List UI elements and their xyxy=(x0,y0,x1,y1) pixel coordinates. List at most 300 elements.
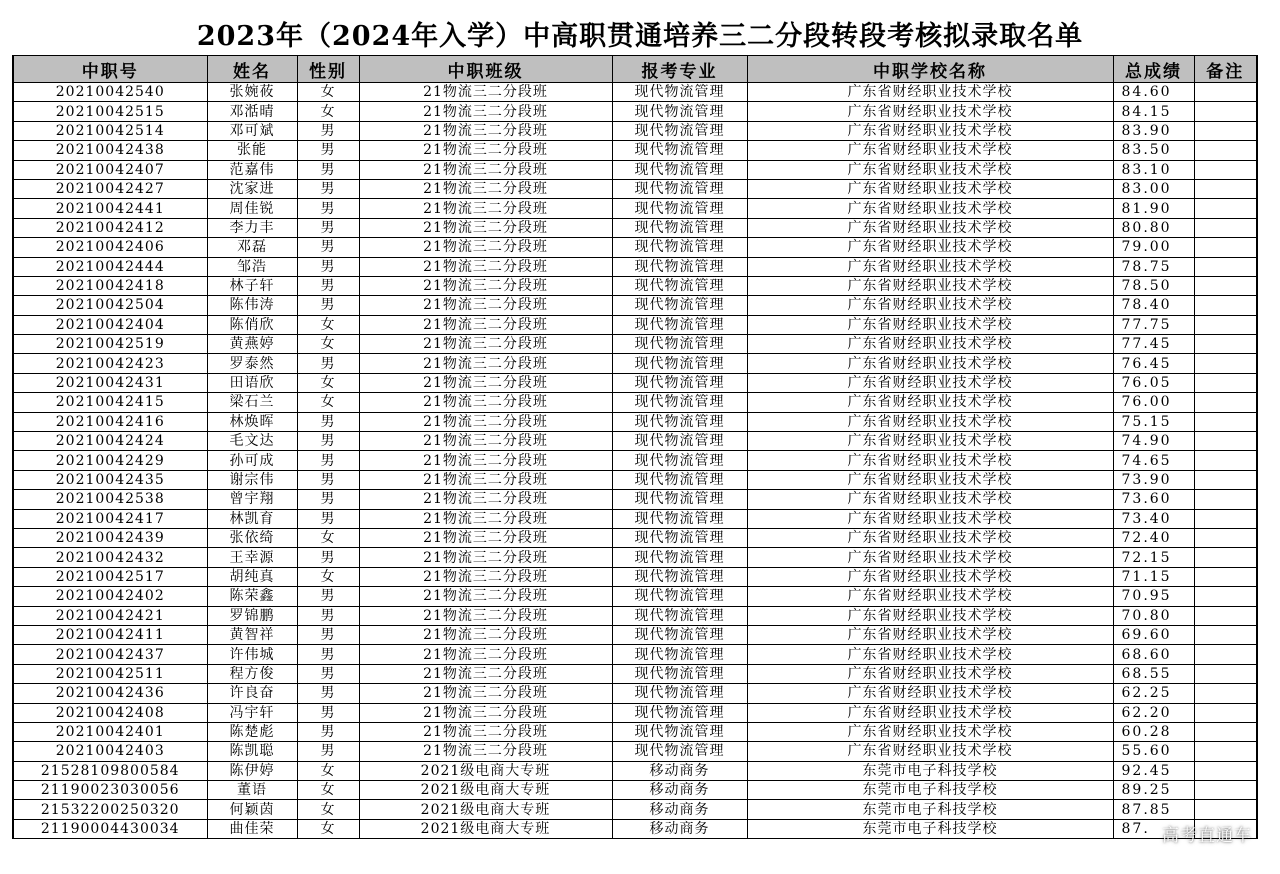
remark-cell xyxy=(1194,179,1257,198)
major-cell: 现代物流管理 xyxy=(612,703,747,722)
school-column-header: 中职学校名称 xyxy=(747,56,1113,83)
student-name-cell: 许良奋 xyxy=(207,684,297,703)
score-cell: 74.90 xyxy=(1113,432,1194,451)
gender-cell: 男 xyxy=(297,199,359,218)
table-row xyxy=(13,141,1257,160)
remark-cell xyxy=(1194,296,1257,315)
class-cell: 21物流三二分段班 xyxy=(359,218,612,237)
school-cell: 广东省财经职业技术学校 xyxy=(747,296,1113,315)
score-cell: 89.25 xyxy=(1113,781,1194,800)
student-name-cell: 张依绮 xyxy=(207,528,297,547)
student-id-cell: 20210042519 xyxy=(13,335,207,354)
gender-cell: 男 xyxy=(297,509,359,528)
class-cell: 21物流三二分段班 xyxy=(359,373,612,392)
student-id-cell: 20210042438 xyxy=(13,141,207,160)
school-cell: 广东省财经职业技术学校 xyxy=(747,354,1113,373)
remark-cell xyxy=(1194,722,1257,741)
gender-cell: 男 xyxy=(297,412,359,431)
table-row xyxy=(13,179,1257,198)
score-cell: 73.60 xyxy=(1113,490,1194,509)
gender-cell: 男 xyxy=(297,218,359,237)
table-row xyxy=(13,742,1257,761)
table-row xyxy=(13,160,1257,179)
table-row xyxy=(13,664,1257,683)
score-cell: 77.75 xyxy=(1113,315,1194,334)
class-cell: 21物流三二分段班 xyxy=(359,432,612,451)
student-name-cell: 胡纯真 xyxy=(207,567,297,586)
table-row xyxy=(13,238,1257,257)
major-cell: 现代物流管理 xyxy=(612,528,747,547)
table-row xyxy=(13,102,1257,121)
class-cell: 21物流三二分段班 xyxy=(359,141,612,160)
student-name-cell: 罗泰然 xyxy=(207,354,297,373)
major-cell: 现代物流管理 xyxy=(612,257,747,276)
student-name-cell: 罗锦鹏 xyxy=(207,606,297,625)
student-id-cell: 20210042444 xyxy=(13,257,207,276)
student-name-cell: 程方俊 xyxy=(207,664,297,683)
school-cell: 广东省财经职业技术学校 xyxy=(747,238,1113,257)
gender-column-header: 性别 xyxy=(297,56,359,83)
major-cell: 现代物流管理 xyxy=(612,121,747,140)
score-cell: 78.50 xyxy=(1113,276,1194,295)
remark-cell xyxy=(1194,800,1257,819)
major-cell: 现代物流管理 xyxy=(612,587,747,606)
remark-cell xyxy=(1194,703,1257,722)
class-cell: 21物流三二分段班 xyxy=(359,276,612,295)
table-body xyxy=(13,83,1257,839)
score-cell: 84.60 xyxy=(1113,83,1194,102)
gender-cell: 女 xyxy=(297,315,359,334)
school-cell: 广东省财经职业技术学校 xyxy=(747,141,1113,160)
student-name-cell: 邓磊 xyxy=(207,238,297,257)
school-cell: 广东省财经职业技术学校 xyxy=(747,451,1113,470)
gender-cell: 女 xyxy=(297,800,359,819)
class-cell: 21物流三二分段班 xyxy=(359,179,612,198)
major-cell: 现代物流管理 xyxy=(612,199,747,218)
score-cell: 84.15 xyxy=(1113,102,1194,121)
student-name-cell: 林子轩 xyxy=(207,276,297,295)
major-cell: 现代物流管理 xyxy=(612,684,747,703)
class-cell: 21物流三二分段班 xyxy=(359,121,612,140)
score-cell: 92.45 xyxy=(1113,761,1194,780)
major-cell: 现代物流管理 xyxy=(612,218,747,237)
student-name-cell: 黄智祥 xyxy=(207,625,297,644)
school-cell: 广东省财经职业技术学校 xyxy=(747,121,1113,140)
class-cell: 21物流三二分段班 xyxy=(359,645,612,664)
gender-cell: 男 xyxy=(297,606,359,625)
table-row xyxy=(13,432,1257,451)
student-name-cell: 邹浩 xyxy=(207,257,297,276)
gender-cell: 女 xyxy=(297,335,359,354)
student-id-cell: 20210042418 xyxy=(13,276,207,295)
student-name-cell: 谢宗伟 xyxy=(207,470,297,489)
major-cell: 移动商务 xyxy=(612,800,747,819)
major-cell: 现代物流管理 xyxy=(612,645,747,664)
school-cell: 广东省财经职业技术学校 xyxy=(747,645,1113,664)
remark-cell xyxy=(1194,567,1257,586)
major-cell: 现代物流管理 xyxy=(612,509,747,528)
gender-cell: 男 xyxy=(297,121,359,140)
table-row xyxy=(13,761,1257,780)
class-cell: 21物流三二分段班 xyxy=(359,509,612,528)
school-cell: 东莞市电子科技学校 xyxy=(747,761,1113,780)
school-cell: 东莞市电子科技学校 xyxy=(747,781,1113,800)
student-name-cell: 许伟城 xyxy=(207,645,297,664)
score-cell: 62.25 xyxy=(1113,684,1194,703)
student-name-cell: 田语欣 xyxy=(207,373,297,392)
student-id-cell: 20210042415 xyxy=(13,393,207,412)
class-cell: 21物流三二分段班 xyxy=(359,160,612,179)
student-id-cell: 20210042427 xyxy=(13,179,207,198)
remark-cell xyxy=(1194,121,1257,140)
table-row xyxy=(13,199,1257,218)
major-cell: 现代物流管理 xyxy=(612,160,747,179)
class-cell: 21物流三二分段班 xyxy=(359,296,612,315)
major-cell: 现代物流管理 xyxy=(612,451,747,470)
score-cell: 55.60 xyxy=(1113,742,1194,761)
student-name-cell: 陈俏欣 xyxy=(207,315,297,334)
student-name-cell: 陈伊婷 xyxy=(207,761,297,780)
gender-cell: 女 xyxy=(297,393,359,412)
student-id-cell: 20210042436 xyxy=(13,684,207,703)
gender-cell: 男 xyxy=(297,742,359,761)
student-id-cell: 21190004430034 xyxy=(13,819,207,838)
major-cell: 现代物流管理 xyxy=(612,83,747,102)
table-row xyxy=(13,121,1257,140)
student-id-cell: 21528109800584 xyxy=(13,761,207,780)
major-cell: 现代物流管理 xyxy=(612,141,747,160)
student-name-cell: 范嘉伟 xyxy=(207,160,297,179)
score-cell: 75.15 xyxy=(1113,412,1194,431)
school-cell: 广东省财经职业技术学校 xyxy=(747,742,1113,761)
remark-cell xyxy=(1194,684,1257,703)
school-cell: 广东省财经职业技术学校 xyxy=(747,432,1113,451)
major-cell: 现代物流管理 xyxy=(612,276,747,295)
student-name-cell: 周佳锐 xyxy=(207,199,297,218)
student-id-cell: 20210042407 xyxy=(13,160,207,179)
admission-table xyxy=(12,55,1258,839)
remark-cell xyxy=(1194,664,1257,683)
score-cell: 77.45 xyxy=(1113,335,1194,354)
remark-cell xyxy=(1194,141,1257,160)
remark-cell xyxy=(1194,548,1257,567)
school-cell: 广东省财经职业技术学校 xyxy=(747,703,1113,722)
table-row xyxy=(13,800,1257,819)
remark-cell xyxy=(1194,781,1257,800)
remark-cell xyxy=(1194,238,1257,257)
class-cell: 21物流三二分段班 xyxy=(359,451,612,470)
table-row xyxy=(13,548,1257,567)
school-cell: 广东省财经职业技术学校 xyxy=(747,335,1113,354)
remark-cell xyxy=(1194,335,1257,354)
student-id-cell: 20210042423 xyxy=(13,354,207,373)
table-row xyxy=(13,335,1257,354)
class-cell: 21物流三二分段班 xyxy=(359,238,612,257)
major-cell: 现代物流管理 xyxy=(612,179,747,198)
gender-cell: 男 xyxy=(297,276,359,295)
school-cell: 东莞市电子科技学校 xyxy=(747,800,1113,819)
gender-cell: 女 xyxy=(297,528,359,547)
id-column-header: 中职号 xyxy=(13,56,207,83)
gender-cell: 女 xyxy=(297,102,359,121)
school-cell: 广东省财经职业技术学校 xyxy=(747,218,1113,237)
student-name-cell: 曾宇翔 xyxy=(207,490,297,509)
score-cell: 78.40 xyxy=(1113,296,1194,315)
table-row xyxy=(13,587,1257,606)
table-row xyxy=(13,257,1257,276)
class-cell: 21物流三二分段班 xyxy=(359,315,612,334)
table-row xyxy=(13,470,1257,489)
remark-cell xyxy=(1194,625,1257,644)
gender-cell: 女 xyxy=(297,373,359,392)
major-cell: 现代物流管理 xyxy=(612,335,747,354)
class-cell: 21物流三二分段班 xyxy=(359,354,612,373)
class-cell: 2021级电商大专班 xyxy=(359,819,612,838)
gender-cell: 男 xyxy=(297,432,359,451)
student-id-cell: 20210042412 xyxy=(13,218,207,237)
remark-cell xyxy=(1194,102,1257,121)
score-cell: 83.50 xyxy=(1113,141,1194,160)
gender-cell: 男 xyxy=(297,722,359,741)
gender-cell: 男 xyxy=(297,179,359,198)
table-row xyxy=(13,451,1257,470)
school-cell: 广东省财经职业技术学校 xyxy=(747,606,1113,625)
student-id-cell: 20210042424 xyxy=(13,432,207,451)
student-id-cell: 20210042511 xyxy=(13,664,207,683)
class-cell: 2021级电商大专班 xyxy=(359,800,612,819)
table-row xyxy=(13,781,1257,800)
class-cell: 21物流三二分段班 xyxy=(359,199,612,218)
remark-cell xyxy=(1194,276,1257,295)
remark-cell xyxy=(1194,509,1257,528)
gender-cell: 男 xyxy=(297,257,359,276)
school-cell: 广东省财经职业技术学校 xyxy=(747,587,1113,606)
student-name-cell: 王幸源 xyxy=(207,548,297,567)
student-name-cell: 陈楚彪 xyxy=(207,722,297,741)
major-cell: 移动商务 xyxy=(612,781,747,800)
class-cell: 21物流三二分段班 xyxy=(359,587,612,606)
class-cell: 21物流三二分段班 xyxy=(359,684,612,703)
table-row xyxy=(13,218,1257,237)
class-cell: 21物流三二分段班 xyxy=(359,257,612,276)
gender-cell: 女 xyxy=(297,761,359,780)
gender-cell: 男 xyxy=(297,296,359,315)
score-cell: 76.00 xyxy=(1113,393,1194,412)
remark-cell xyxy=(1194,432,1257,451)
score-cell: 83.10 xyxy=(1113,160,1194,179)
table-header-row xyxy=(13,56,1257,83)
major-cell: 现代物流管理 xyxy=(612,315,747,334)
student-id-cell: 20210042431 xyxy=(13,373,207,392)
student-id-cell: 20210042432 xyxy=(13,548,207,567)
student-id-cell: 20210042429 xyxy=(13,451,207,470)
student-name-cell: 林凯育 xyxy=(207,509,297,528)
school-cell: 广东省财经职业技术学校 xyxy=(747,722,1113,741)
gender-cell: 男 xyxy=(297,703,359,722)
score-cell: 83.00 xyxy=(1113,179,1194,198)
score-cell: 72.15 xyxy=(1113,548,1194,567)
major-cell: 现代物流管理 xyxy=(612,102,747,121)
student-id-cell: 20210042402 xyxy=(13,587,207,606)
class-cell: 21物流三二分段班 xyxy=(359,722,612,741)
student-id-cell: 20210042437 xyxy=(13,645,207,664)
score-cell: 70.95 xyxy=(1113,587,1194,606)
remark-cell xyxy=(1194,490,1257,509)
school-cell: 广东省财经职业技术学校 xyxy=(747,528,1113,547)
student-name-cell: 梁石兰 xyxy=(207,393,297,412)
student-name-cell: 沈家进 xyxy=(207,179,297,198)
remark-cell xyxy=(1194,606,1257,625)
school-cell: 广东省财经职业技术学校 xyxy=(747,625,1113,644)
class-cell: 21物流三二分段班 xyxy=(359,470,612,489)
major-cell: 现代物流管理 xyxy=(612,373,747,392)
gender-cell: 女 xyxy=(297,567,359,586)
score-cell: 87. xyxy=(1113,819,1194,838)
remark-cell xyxy=(1194,470,1257,489)
table-row xyxy=(13,393,1257,412)
major-cell: 现代物流管理 xyxy=(612,664,747,683)
gender-cell: 女 xyxy=(297,781,359,800)
school-cell: 广东省财经职业技术学校 xyxy=(747,548,1113,567)
student-name-cell: 邓可斌 xyxy=(207,121,297,140)
score-cell: 71.15 xyxy=(1113,567,1194,586)
major-cell: 现代物流管理 xyxy=(612,625,747,644)
table-row xyxy=(13,684,1257,703)
gender-cell: 男 xyxy=(297,238,359,257)
score-cell: 79.00 xyxy=(1113,238,1194,257)
remark-cell xyxy=(1194,218,1257,237)
remark-cell xyxy=(1194,412,1257,431)
student-name-cell: 张婉莜 xyxy=(207,83,297,102)
school-cell: 东莞市电子科技学校 xyxy=(747,819,1113,838)
school-cell: 广东省财经职业技术学校 xyxy=(747,179,1113,198)
student-id-cell: 20210042408 xyxy=(13,703,207,722)
table-row xyxy=(13,819,1257,838)
score-cell: 83.90 xyxy=(1113,121,1194,140)
remark-cell xyxy=(1194,160,1257,179)
table-row xyxy=(13,276,1257,295)
score-cell: 62.20 xyxy=(1113,703,1194,722)
remark-cell xyxy=(1194,393,1257,412)
student-name-cell: 李力丰 xyxy=(207,218,297,237)
score-cell: 73.90 xyxy=(1113,470,1194,489)
school-cell: 广东省财经职业技术学校 xyxy=(747,102,1113,121)
major-cell: 现代物流管理 xyxy=(612,412,747,431)
major-cell: 移动商务 xyxy=(612,761,747,780)
school-cell: 广东省财经职业技术学校 xyxy=(747,684,1113,703)
gender-cell: 男 xyxy=(297,548,359,567)
score-cell: 69.60 xyxy=(1113,625,1194,644)
table-row xyxy=(13,645,1257,664)
school-cell: 广东省财经职业技术学校 xyxy=(747,567,1113,586)
student-id-cell: 20210042441 xyxy=(13,199,207,218)
remark-cell xyxy=(1194,451,1257,470)
table-row xyxy=(13,315,1257,334)
student-name-cell: 孙可成 xyxy=(207,451,297,470)
remark-column-header: 备注 xyxy=(1194,56,1257,83)
school-cell: 广东省财经职业技术学校 xyxy=(747,509,1113,528)
student-name-cell: 毛文达 xyxy=(207,432,297,451)
remark-cell xyxy=(1194,373,1257,392)
major-cell: 现代物流管理 xyxy=(612,354,747,373)
score-cell: 68.55 xyxy=(1113,664,1194,683)
student-name-cell: 曲佳荣 xyxy=(207,819,297,838)
score-column-header: 总成绩 xyxy=(1113,56,1194,83)
score-cell: 74.65 xyxy=(1113,451,1194,470)
table-row xyxy=(13,490,1257,509)
gender-cell: 男 xyxy=(297,587,359,606)
major-cell: 现代物流管理 xyxy=(612,490,747,509)
gender-cell: 男 xyxy=(297,625,359,644)
class-cell: 21物流三二分段班 xyxy=(359,412,612,431)
remark-cell xyxy=(1194,528,1257,547)
major-cell: 现代物流管理 xyxy=(612,470,747,489)
class-cell: 21物流三二分段班 xyxy=(359,83,612,102)
gender-cell: 男 xyxy=(297,160,359,179)
remark-cell xyxy=(1194,315,1257,334)
score-cell: 60.28 xyxy=(1113,722,1194,741)
major-cell: 现代物流管理 xyxy=(612,567,747,586)
student-name-cell: 董语 xyxy=(207,781,297,800)
student-id-cell: 20210042417 xyxy=(13,509,207,528)
student-id-cell: 20210042421 xyxy=(13,606,207,625)
student-id-cell: 20210042540 xyxy=(13,83,207,102)
major-cell: 现代物流管理 xyxy=(612,548,747,567)
class-cell: 2021级电商大专班 xyxy=(359,781,612,800)
gender-cell: 男 xyxy=(297,354,359,373)
student-name-cell: 冯宇轩 xyxy=(207,703,297,722)
class-cell: 21物流三二分段班 xyxy=(359,548,612,567)
gender-cell: 男 xyxy=(297,664,359,683)
remark-cell xyxy=(1194,645,1257,664)
remark-cell xyxy=(1194,83,1257,102)
student-id-cell: 21190023030056 xyxy=(13,781,207,800)
gender-cell: 男 xyxy=(297,684,359,703)
school-cell: 广东省财经职业技术学校 xyxy=(747,257,1113,276)
table-row xyxy=(13,606,1257,625)
student-id-cell: 20210042406 xyxy=(13,238,207,257)
school-cell: 广东省财经职业技术学校 xyxy=(747,160,1113,179)
gender-cell: 男 xyxy=(297,141,359,160)
gender-cell: 男 xyxy=(297,645,359,664)
document-title: 2023年（2024年入学）中高职贯通培养三二分段转段考核拟录取名单 xyxy=(196,21,1084,52)
score-cell: 70.80 xyxy=(1113,606,1194,625)
class-cell: 21物流三二分段班 xyxy=(359,490,612,509)
gender-cell: 女 xyxy=(297,83,359,102)
school-cell: 广东省财经职业技术学校 xyxy=(747,470,1113,489)
student-name-cell: 林焕晖 xyxy=(207,412,297,431)
student-id-cell: 20210042416 xyxy=(13,412,207,431)
class-cell: 21物流三二分段班 xyxy=(359,393,612,412)
remark-cell xyxy=(1194,587,1257,606)
major-cell: 现代物流管理 xyxy=(612,722,747,741)
major-cell: 现代物流管理 xyxy=(612,606,747,625)
major-cell: 现代物流管理 xyxy=(612,296,747,315)
school-cell: 广东省财经职业技术学校 xyxy=(747,664,1113,683)
school-cell: 广东省财经职业技术学校 xyxy=(747,199,1113,218)
student-id-cell: 20210042404 xyxy=(13,315,207,334)
class-cell: 21物流三二分段班 xyxy=(359,102,612,121)
table-row xyxy=(13,703,1257,722)
table-row xyxy=(13,354,1257,373)
gender-cell: 女 xyxy=(297,819,359,838)
gender-cell: 男 xyxy=(297,490,359,509)
student-id-cell: 20210042411 xyxy=(13,625,207,644)
table-row xyxy=(13,722,1257,741)
table-row xyxy=(13,373,1257,392)
school-cell: 广东省财经职业技术学校 xyxy=(747,276,1113,295)
remark-cell xyxy=(1194,354,1257,373)
